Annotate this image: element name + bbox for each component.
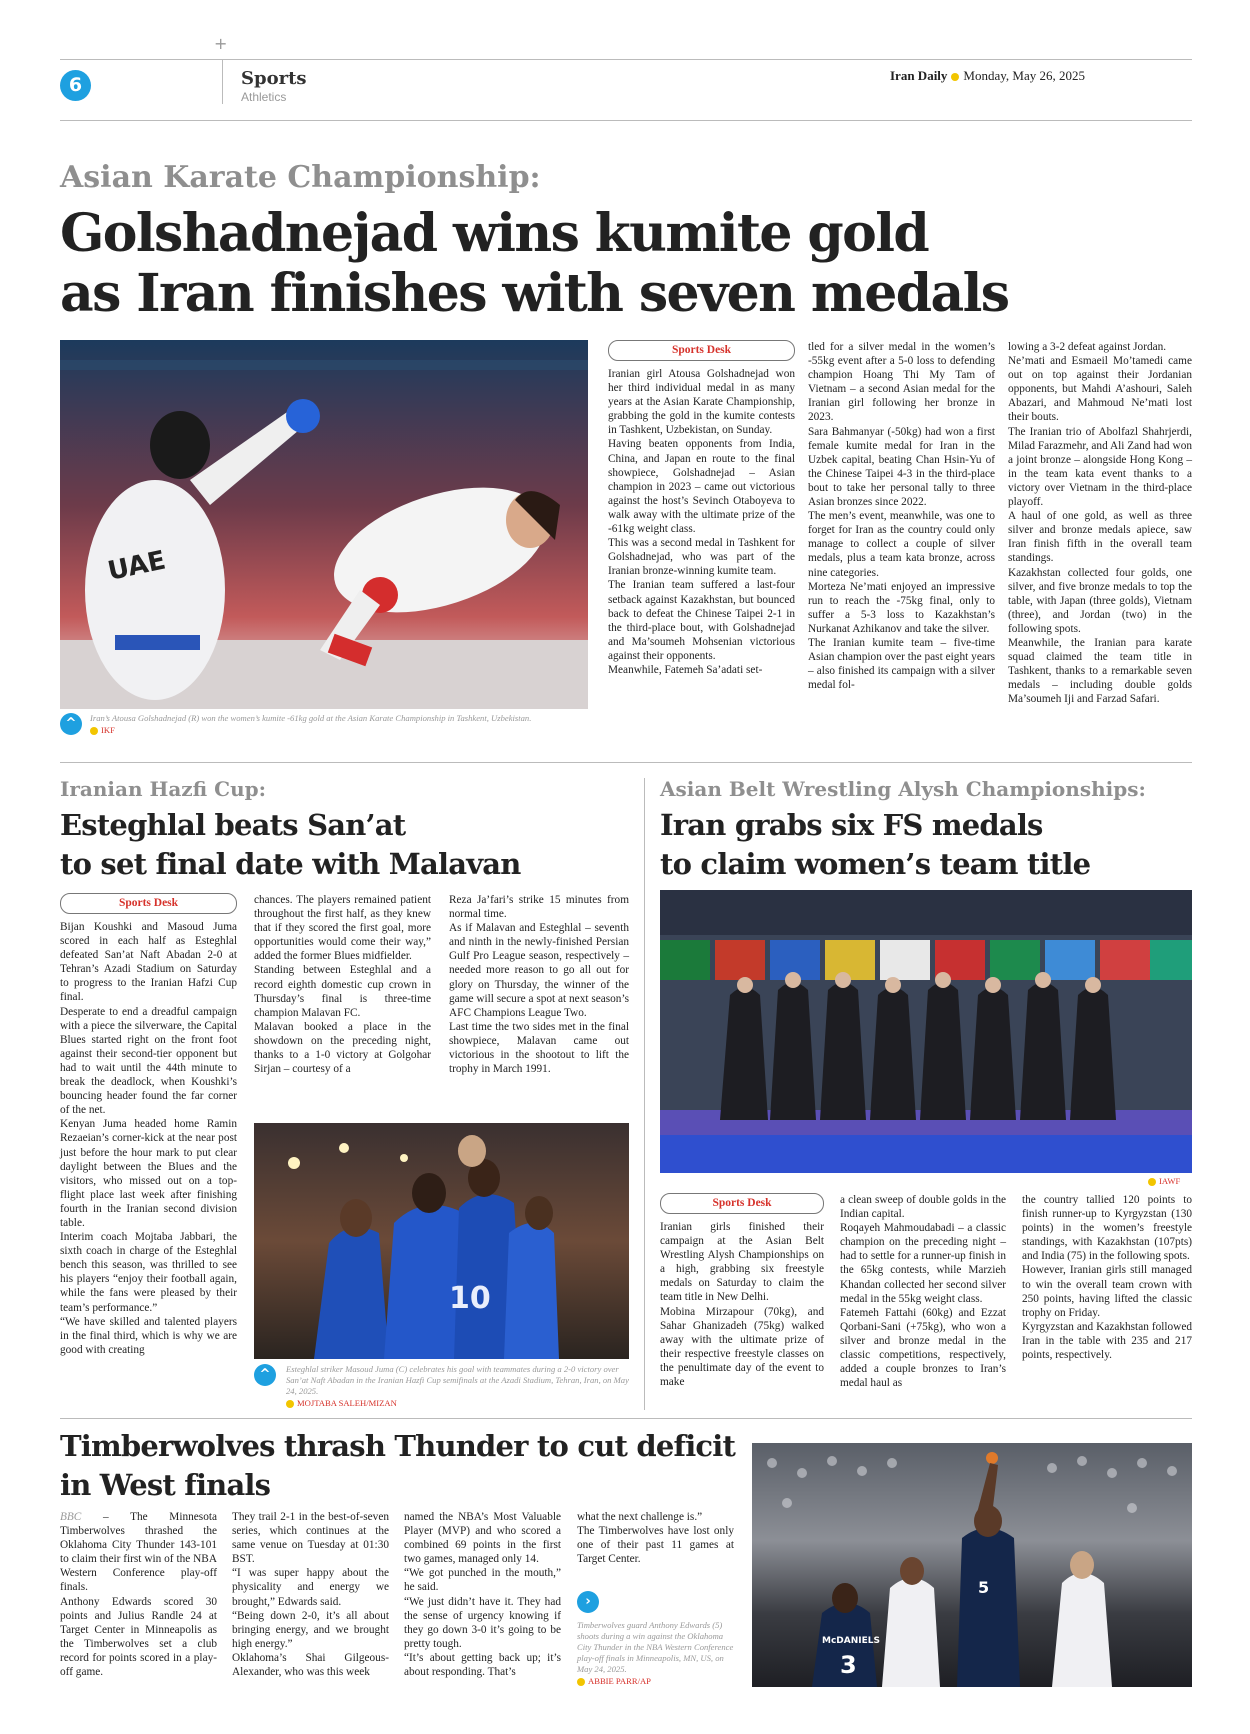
karate-p4: The Iranian team suffered a last-four setback against Kazakhstan, but bounced back to defeat the Chinese Taipei 2-1 in the third-place bout, with Golshadnejad and Ma’soumeh Mohsenian victorious against their opponents. <box>608 579 795 662</box>
karate-p8: The men’s event, meanwhile, was one to forget for Iran as the country could only manage to collect a couple of silver medals, plus a team kata bronze, across nine categories. <box>808 510 995 579</box>
karate-column-2 <box>808 340 995 692</box>
jersey-text: UAE <box>105 545 169 587</box>
hazfi-byline: Sports Desk <box>60 893 237 914</box>
karate-p13: The Iranian trio of Abolfazl Shahrjerdi, Milad Farazmehr, and Ali Zand had won a joint bronze – alongside Hong Kong – in the team kata event thanks to a victory over Vietnam in the third-place playoff. <box>1008 425 1192 509</box>
section-rule-1 <box>60 762 1192 763</box>
karate-headline-line1: Golshadnejad wins kumite gold <box>60 203 929 264</box>
karate-headline <box>60 204 1190 324</box>
nba-column-2 <box>232 1510 389 1679</box>
page-number: 6 <box>60 70 91 101</box>
hazfi-headline-line1: Esteghlal beats San’at <box>60 808 406 842</box>
hazfi-caption-text: Esteghlal striker Masoud Juma (C) celebrates his goal with teammates during a 2-0 victory over San’at Naft Abadan in the Iranian Hazfi Cup semifinals at the Azadi Stadium, Tehran, Iran, on May 24, 2025. <box>286 1364 629 1396</box>
nba-photo-credit <box>577 1676 737 1687</box>
wrestling-photo <box>660 890 1192 1173</box>
wrestling-headline <box>660 806 1190 884</box>
nba-photo-illustration <box>752 1443 1192 1687</box>
nba-photo <box>752 1443 1192 1687</box>
wrestling-column-2 <box>840 1193 1006 1390</box>
section-subtitle: Athletics <box>241 90 287 104</box>
wrestling-column-1 <box>660 1193 824 1389</box>
nba-p1 <box>60 1510 217 1595</box>
karate-caption <box>90 713 590 736</box>
wrestling-photo-credit <box>1148 1176 1208 1187</box>
nba-p3: They trail 2-1 in the best-of-seven series, which continues at the same venue on Tuesday at 01:30 BST. <box>232 1511 389 1566</box>
wrestling-p4: Roqayeh Mahmoudabadi – a classic champion on the preceding night – had to settle for a runner-up finish in the 65kg contests, while Marzieh Khandan collected her second silver medal in the 55kg weight class. <box>840 1222 1006 1305</box>
nba-headline-line2: in West finals <box>60 1468 271 1502</box>
column-divider <box>644 778 645 1410</box>
karate-p6: tled for a silver medal in the women’s -55kg event after a 5-0 loss to defending champion Hoang Thi My Tam of Vietnam – a second Asian medal for the Iranian girl following her bronze in 2023. <box>808 341 995 424</box>
karate-p2: Having beaten opponents from India, China, and Japan en route to the final showpiece, Golshadnejad – Asian champion in 2023 – came out victorious against the host’s Sevinch Otaboyeva to walk away with the ultimate prize of the -61kg weight class. <box>608 438 795 536</box>
section-title: Sports <box>241 68 307 89</box>
nba-p7: named the NBA’s Most Valuable Player (MVP) and who scored a combined 69 points in the first two games, managed only 14. <box>404 1511 561 1566</box>
karate-headline-line2: as Iran finishes with seven medals <box>60 263 1009 324</box>
hazfi-headline <box>60 806 630 884</box>
credit-dot-icon <box>577 1678 585 1686</box>
nba-p5: “Being down 2-0, it’s all about bringing energy, and we brought high energy.” <box>232 1609 389 1650</box>
nba-p12: The Timberwolves have lost only one of their past 11 games at Target Center. <box>577 1525 734 1566</box>
wrestling-p6: the country tallied 120 points to finish runner-up to Kyrgyzstan (130 points) in the women’s freestyle standings, with Kazakhstan (107pts) and India (75) in the following spots. <box>1022 1194 1192 1263</box>
karate-column-1 <box>608 340 795 677</box>
wrestling-p8: Kyrgyzstan and Kazakhstan followed Iran in the table with 235 and 217 points, respectively. <box>1022 1320 1192 1362</box>
caption-arrow-icon: ^ <box>254 1364 276 1386</box>
hazfi-p4: Interim coach Mojtaba Jabbari, the sixth coach in charge of the Esteghlal bench this season, was thrilled to see his players “enjoy their football again, while the fans were pleased by their team’s performance.” <box>60 1231 237 1314</box>
wrestling-kicker: Asian Belt Wrestling Alysh Championships: <box>660 777 1146 801</box>
karate-kicker: Asian Karate Championship: <box>60 160 541 195</box>
hazfi-p7: Standing between Esteghlal and a record eighth domestic cup crown in Thursday’s final is three-time champion Malavan FC. <box>254 964 431 1019</box>
karate-byline: Sports Desk <box>608 340 795 361</box>
karate-photo <box>60 340 588 709</box>
section-rule-2 <box>60 1418 1192 1419</box>
header-divider <box>222 59 223 104</box>
wrestling-column-3 <box>1022 1193 1192 1362</box>
nba-p8: “We got punched in the mouth,” he said. <box>404 1567 561 1594</box>
jersey-name: McDANIELS <box>822 1636 880 1646</box>
hazfi-column-2 <box>254 893 431 1076</box>
hazfi-photo-illustration <box>254 1123 629 1359</box>
wrestling-byline: Sports Desk <box>660 1193 824 1214</box>
wrestling-credit <box>1148 1176 1180 1186</box>
issue-date: Monday, May 26, 2025 <box>963 68 1085 83</box>
karate-p10: The Iranian kumite team – five-time Asian champion over the past eight years – also finished its campaign with a silver medal fol- <box>808 636 995 692</box>
credit-dot-icon <box>286 1400 294 1408</box>
karate-p11: lowing a 3-2 defeat against Jordan. <box>1008 341 1167 353</box>
karate-photo-credit <box>90 725 590 736</box>
nba-p1-text: – The Minnesota Timberwolves thrashed the Oklahoma City Thunder 143-101 to claim their first win of the NBA Western Conference play-off finals. <box>60 1511 217 1594</box>
wrestling-p1: Iranian girls finished their campaign at the Asian Belt Wrestling Alysh Championships on a high, grabbing six freestyle medals on Saturday to claim the team title in New Delhi. <box>660 1221 824 1304</box>
nba-p11: what the next challenge is.” <box>577 1511 703 1523</box>
hazfi-p3: Kenyan Juma headed home Ramin Rezaeian’s corner-kick at the near post just before the hour mark to put clear daylight between the Blues and the visitors, who missed out on a top-flight place last week after finishing fourth in the Iranian second division table. <box>60 1118 237 1229</box>
hazfi-p2: Desperate to end a dreadful campaign with a piece the silverware, the Capital Blues started right on the front foot against their second-tier opponent but had to wait until the 44th minute to break the deadlock, when Koushki’s bouncing header found the far corner of the net. <box>60 1005 237 1117</box>
hazfi-credit-text: MOJTABA SALEH/MIZAN <box>297 1398 397 1408</box>
nba-p2: Anthony Edwards scored 30 points and Julius Randle 24 at Target Center in Minneapolis as the Timberwolves set a club record for points scored in a play-off game. <box>60 1595 217 1679</box>
caption-arrow-icon: › <box>577 1591 599 1613</box>
karate-column-3 <box>1008 340 1192 706</box>
karate-photo-illustration <box>60 340 588 709</box>
nba-caption <box>577 1620 737 1687</box>
karate-p1: Iranian girl Atousa Golshadnejad won her third individual medal in as many years at the Asian Karate Championship, grabbing the gold in the kumite contests in Tashkent, Uzbekistan, on Sunday. <box>608 368 795 437</box>
wrestling-credit-text: IAWF <box>1159 1176 1181 1186</box>
wrestling-p3: a clean sweep of double golds in the Indian capital. <box>840 1194 1006 1221</box>
hazfi-column-3 <box>449 893 629 1076</box>
jersey-number-a: 3 <box>840 1651 857 1679</box>
karate-p12: Ne’mati and Esmaeil Mo’tamedi came out on top against their Jordanian opponents, but Mahdi A’ashouri, Saleh Abazari, and Mahmoud Ne’mati lost their bouts. <box>1008 355 1192 424</box>
nba-column-1 <box>60 1510 217 1679</box>
nba-headline-line1: Timberwolves thrash Thunder to cut deficit <box>60 1429 736 1463</box>
wrestling-p5: Fatemeh Fattahi (60kg) and Ezzat Qorbani-Sani (+75kg), who won a silver and bronze medal in the classic competitions, respectively, added a couple bronzes to Iran’s medal haul as <box>840 1306 1006 1390</box>
nba-p4: “I was super happy about the physicality and energy we brought,” Edwards said. <box>232 1567 389 1608</box>
hazfi-headline-line2: to set final date with Malavan <box>60 847 521 881</box>
wrestling-p7: However, Iranian girls still managed to win the overall team crown with 250 points, having lifted the classic trophy on Friday. <box>1022 1264 1192 1319</box>
karate-p9: Morteza Ne’mati enjoyed an impressive run to reach the -75kg final, only to suffer a 5-3 loss to Kazakhstan’s Nurkanat Azhikanov and take the silver. <box>808 580 995 635</box>
hazfi-caption <box>286 1364 631 1409</box>
hazfi-p11: Last time the two sides met in the final showpiece, Malavan came out victorious in the shootout to lift the trophy in March 1991. <box>449 1020 629 1076</box>
karate-p16: Meanwhile, the Iranian para karate squad claimed the team title in Tashkent, thanks to a remarkable seven medals – including double golds Ma’soumeh Iji and Farzad Safari. <box>1008 636 1192 706</box>
wrestling-p2: Mobina Mirzapour (70kg), and Sahar Ghanizadeh (75kg) walked away with the ultimate prize of their respective freestyle classes on the penultimate day of the event to make <box>660 1305 824 1389</box>
nba-caption-text: Timberwolves guard Anthony Edwards (5) shoots during a win against the Oklahoma City Thunder in the NBA Western Conference play-off finals in Minneapolis, MN, US, on May 24, 2025. <box>577 1620 734 1674</box>
nba-credit-text: ABBIE PARR/AP <box>588 1676 651 1686</box>
karate-p14: A haul of one gold, as well as three silver and bronze medals apiece, saw Iran finish fifth in the overall team standings. <box>1008 510 1192 565</box>
karate-p15: Kazakhstan collected four golds, one silver, and five bronze medals to top the table, with Japan (three golds), Vietnam (three), and Jordan (two) in the following spots. <box>1008 566 1192 635</box>
nba-headline <box>60 1427 740 1505</box>
nba-column-4 <box>577 1510 734 1566</box>
top-rule <box>60 59 1192 60</box>
karate-p5: Meanwhile, Fatemeh Sa’adati set- <box>608 663 763 676</box>
nba-column-3 <box>404 1510 561 1679</box>
nba-p10: “It’s about getting back up; it’s about responding. That’s <box>404 1651 561 1679</box>
jersey-number-b: 5 <box>978 1578 990 1597</box>
jersey-number: 10 <box>449 1281 491 1316</box>
credit-dot-icon <box>90 727 98 735</box>
paper-name: Iran Daily <box>890 68 948 83</box>
crosshair-mark: + <box>214 34 228 53</box>
nba-p9: “We just didn’t have it. They had the sense of urgency knowing if they go down 3-0 it’s going to be pretty tough. <box>404 1595 561 1650</box>
hazfi-p6: chances. The players remained patient throughout the first half, as they knew that if they scored the first goal, more opportunities would come their way,” added the former Blues midfielder. <box>254 894 431 963</box>
karate-p7: Sara Bahmanyar (-50kg) had won a first female kumite medal for Iran in the Uzbek capital, beating Chan Hsin-Yu of the Chinese Taipei 4-3 in the third-place bout to take her personal tally to three Asian bronzes since 2022. <box>808 425 995 509</box>
dot-icon <box>951 73 959 81</box>
nba-source: BBC <box>60 1511 82 1523</box>
wrestling-headline-line1: Iran grabs six FS medals <box>660 808 1043 842</box>
hazfi-photo-credit <box>286 1398 631 1409</box>
karate-credit-text: IKF <box>101 725 115 735</box>
hazfi-photo <box>254 1123 629 1359</box>
credit-dot-icon <box>1148 1178 1156 1186</box>
karate-p3: This was a second medal in Tashkent for Golshadnejad, who was part of the Iranian bronze-winning kumite team. <box>608 537 795 578</box>
karate-caption-text: Iran’s Atousa Golshadnejad (R) won the women’s kumite -61kg gold at the Asian Karate Championship in Tashkent, Uzbekistan. <box>90 713 532 723</box>
hazfi-column-1 <box>60 893 237 1357</box>
hazfi-kicker: Iranian Hazfi Cup: <box>60 777 266 801</box>
hazfi-p1: Bijan Koushki and Masoud Juma scored in each half as Esteghlal defeated San’at Naft Abadan 2-0 at Tehran’s Azadi Stadium on Saturday to progress to the Iranian Hafzi Cup final. <box>60 921 237 1004</box>
wrestling-headline-line2: to claim women’s team title <box>660 847 1091 881</box>
nba-p6: Oklahoma’s Shai Gilgeous-Alexander, who was this week <box>232 1651 389 1679</box>
hazfi-p10: As if Malavan and Esteghlal – seventh and ninth in the newly-finished Persian Gulf Pro League season, respectively – needed more reason to go all out for glory on Thursday, the winner of the game will secure a spot at next season’s AFC Champions League Two. <box>449 922 629 1019</box>
hazfi-p5: “We have skilled and talented players in the final third, which is why we are good with creating <box>60 1315 237 1356</box>
hazfi-p9: Reza Ja’fari’s strike 15 minutes from normal time. <box>449 894 629 921</box>
caption-arrow-icon: ^ <box>60 713 82 735</box>
paper-masthead <box>890 68 1085 84</box>
header-bottom-rule <box>60 120 1192 121</box>
hazfi-p8: Malavan booked a place in the showdown on the preceding night, thanks to a 1-0 victory at Golgohar Sirjan – courtesy of a <box>254 1020 431 1076</box>
wrestling-photo-illustration <box>660 890 1192 1173</box>
